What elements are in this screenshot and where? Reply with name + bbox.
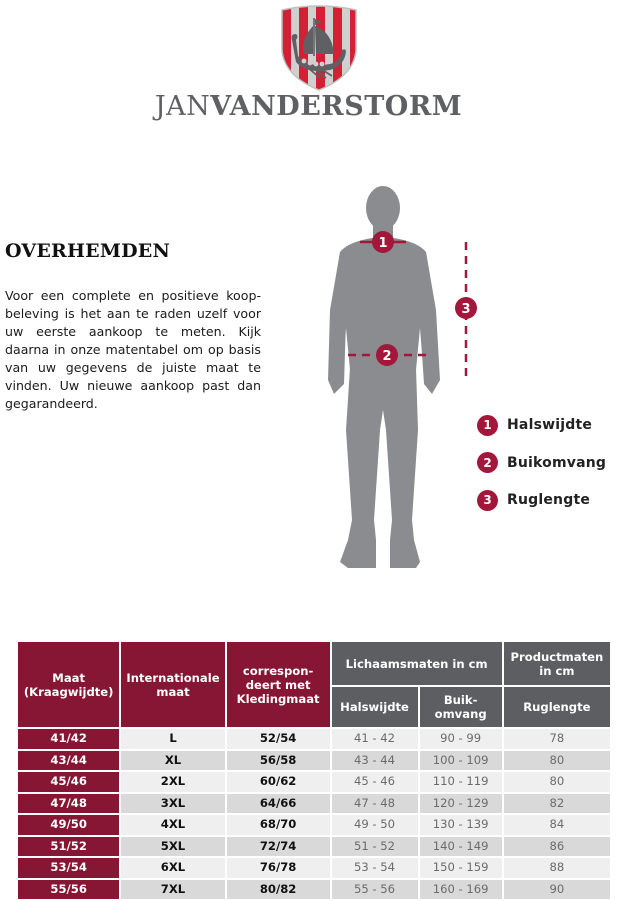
cell-ruglengte: 80 [504,772,610,792]
measurement-legend [477,414,606,527]
brand-wordmark [0,91,617,122]
cell-ruglengte: 84 [504,815,610,835]
cell-maat: 55/56 [18,880,119,900]
cell-halswijdte: 49 - 50 [332,815,418,835]
cell-internationaal: 6XL [121,858,224,878]
cell-kledingmaat: 68/70 [227,815,330,835]
cell-kledingmaat: 80/82 [227,880,330,900]
table-row [18,772,610,792]
cell-kledingmaat: 52/54 [227,729,330,749]
cell-buikomvang: 120 - 129 [420,794,502,814]
number-badge-icon: 3 [477,490,498,511]
brand-name-light: JAN [154,91,211,122]
cell-halswijdte: 41 - 42 [332,729,418,749]
header-kledingmaat: correspon-deert met Kledingmaat [227,642,330,727]
cell-buikomvang: 100 - 109 [420,751,502,771]
cell-internationaal: XL [121,751,224,771]
brand-logo [0,0,617,130]
cell-halswijdte: 43 - 44 [332,751,418,771]
cell-buikomvang: 160 - 169 [420,880,502,900]
cell-buikomvang: 110 - 119 [420,772,502,792]
header-productmaten: Productmaten in cm [504,642,610,685]
cell-internationaal: 7XL [121,880,224,900]
legend-item-halswijdte [477,414,606,436]
page-title: OVERHEMDEN [5,240,171,262]
cell-internationaal: 5XL [121,837,224,857]
header-buikomvang: Buik-omvang [420,687,502,727]
cell-ruglengte: 86 [504,837,610,857]
number-badge-icon: 1 [477,415,498,436]
cell-maat: 45/46 [18,772,119,792]
legend-label: Halswijdte [507,417,593,433]
cell-halswijdte: 55 - 56 [332,880,418,900]
cell-internationaal: L [121,729,224,749]
legend-item-buikomvang [477,452,606,474]
cell-maat: 47/48 [18,794,119,814]
cell-ruglengte: 90 [504,880,610,900]
cell-halswijdte: 47 - 48 [332,794,418,814]
cell-kledingmaat: 56/58 [227,751,330,771]
cell-internationaal: 2XL [121,772,224,792]
cell-buikomvang: 90 - 99 [420,729,502,749]
size-table [16,640,612,901]
legend-label: Buikomvang [507,454,607,471]
header-lichaamsmaten: Lichaamsmaten in cm [332,642,502,685]
table-row [18,794,610,814]
legend-item-ruglengte [477,489,606,511]
cell-maat: 51/52 [18,837,119,857]
cell-maat: 41/42 [18,729,119,749]
cell-ruglengte: 82 [504,794,610,814]
cell-buikomvang: 130 - 139 [420,815,502,835]
brand-name-bold: VANDERSTORM [210,91,463,122]
header-ruglengte: Ruglengte [504,687,610,727]
header-halswijdte: Halswijdte [332,687,418,727]
number-badge-icon: 2 [477,452,498,473]
cell-halswijdte: 45 - 46 [332,772,418,792]
cell-maat: 53/54 [18,858,119,878]
cell-halswijdte: 51 - 52 [332,837,418,857]
cell-kledingmaat: 72/74 [227,837,330,857]
table-row [18,729,610,749]
back-length-marker [455,242,477,378]
intro-text: Voor een complete en positieve koopbeleving is het aan te raden uzelf voor uw eerste aankoop te meten. Kijk daarna in onze matentabel om op basis van uw gegevens de juiste maat te vinden. Uw nieuwe aankoop past dan gegarandeerd. [5,288,261,411]
header-maat: Maat (Kraagwijdte) [18,642,119,727]
table-row [18,837,610,857]
table-row [18,858,610,878]
cell-maat: 49/50 [18,815,119,835]
legend-label: Ruglengte [507,492,591,508]
cell-buikomvang: 140 - 149 [420,837,502,857]
cell-internationaal: 3XL [121,794,224,814]
cell-kledingmaat: 76/78 [227,858,330,878]
svg-text:2: 2 [382,349,392,364]
table-row [18,815,610,835]
cell-internationaal: 4XL [121,815,224,835]
svg-text:3: 3 [461,302,471,317]
table-row [18,751,610,771]
viking-ship-shield-icon [280,4,358,92]
cell-maat: 43/44 [18,751,119,771]
cell-kledingmaat: 64/66 [227,794,330,814]
cell-ruglengte: 78 [504,729,610,749]
cell-ruglengte: 88 [504,858,610,878]
cell-halswijdte: 53 - 54 [332,858,418,878]
header-internationale-maat: Internationale maat [121,642,224,727]
cell-ruglengte: 80 [504,751,610,771]
svg-text:1: 1 [378,236,388,251]
cell-buikomvang: 150 - 159 [420,858,502,878]
table-row [18,880,610,900]
cell-kledingmaat: 60/62 [227,772,330,792]
body-measurement-figure [320,180,500,580]
